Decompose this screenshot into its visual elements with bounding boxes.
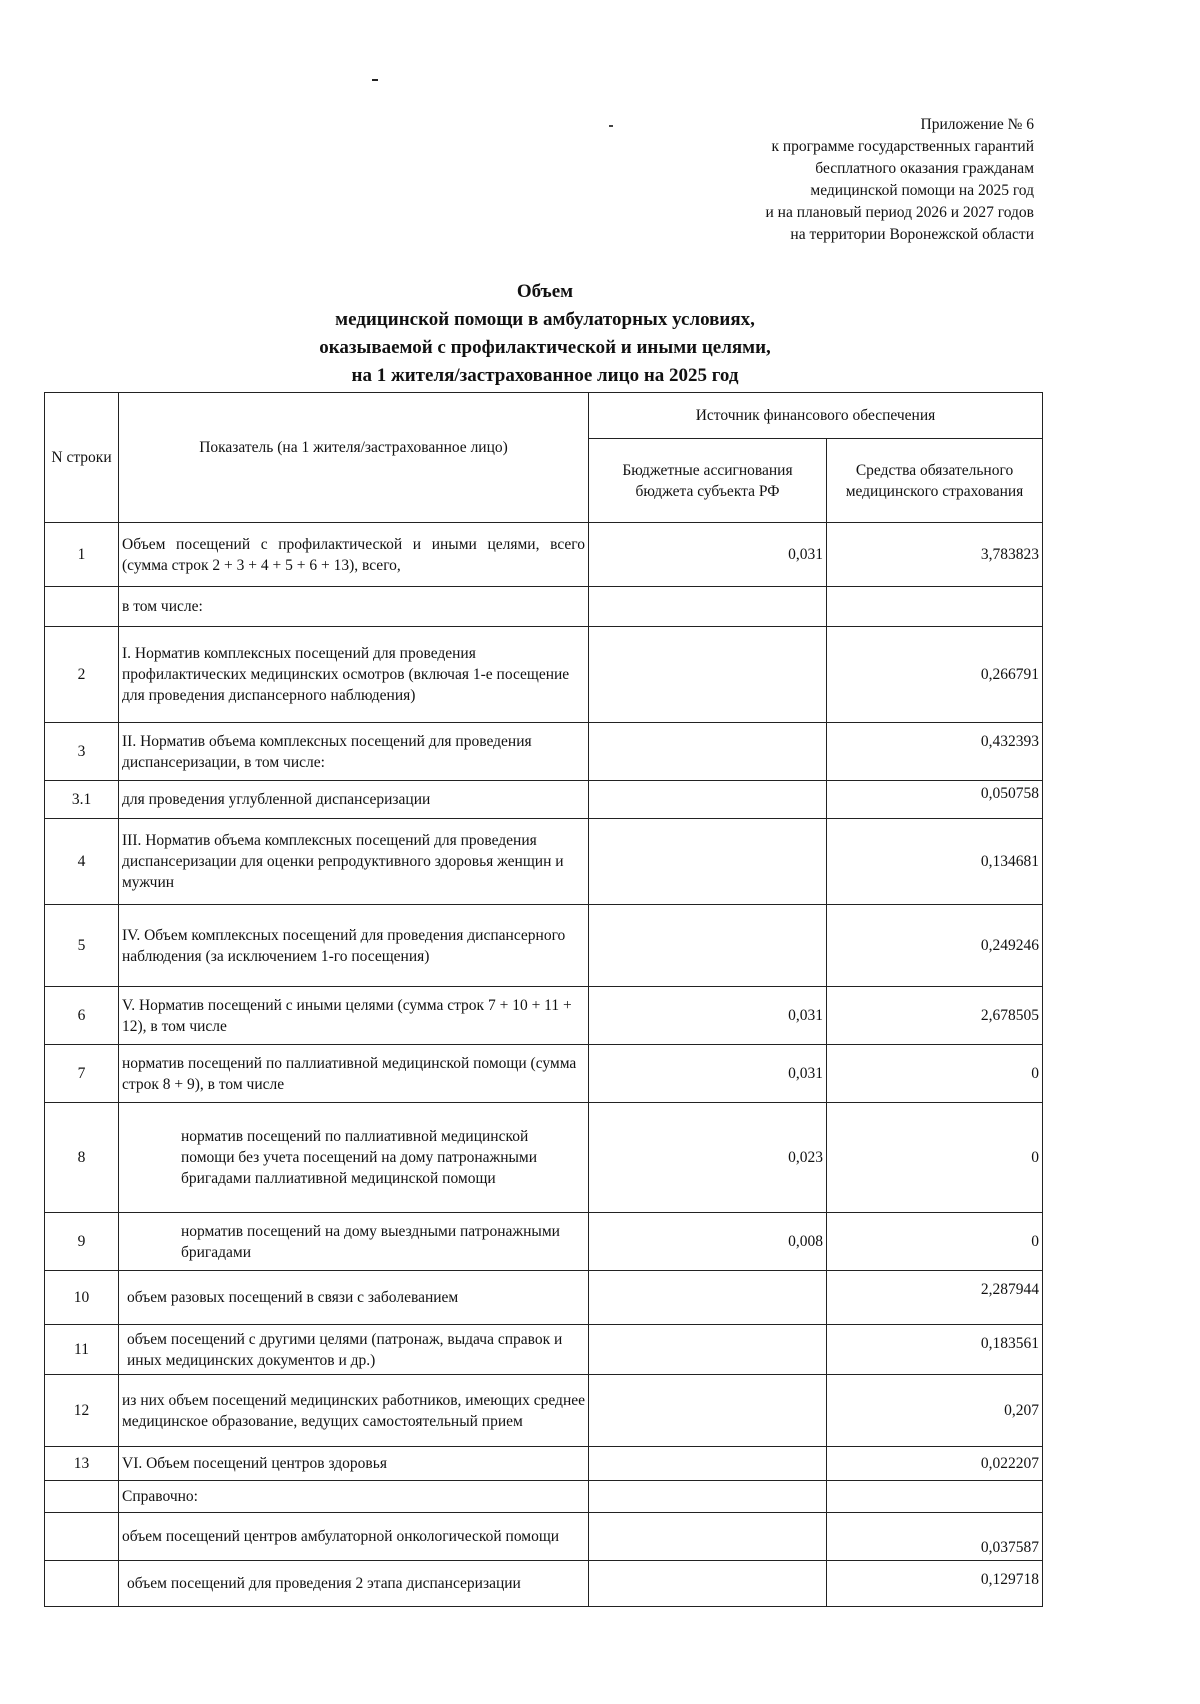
row-indicator: VI. Объем посещений центров здоровья: [119, 1447, 589, 1481]
header-funding-source: Источник финансового обеспечения: [589, 393, 1043, 439]
table-row: [45, 1481, 1043, 1513]
row-number: 8: [45, 1103, 119, 1213]
row-budget-value: [589, 1271, 827, 1325]
row-number: 6: [45, 987, 119, 1045]
table-row: [45, 627, 1043, 723]
row-budget-value: [589, 781, 827, 819]
row-oms-value: 0,266791: [827, 627, 1043, 723]
row-oms-value: [827, 587, 1043, 627]
row-oms-value: 0,037587: [827, 1513, 1043, 1561]
row-number: [45, 1513, 119, 1561]
row-number: 12: [45, 1375, 119, 1447]
row-number: 11: [45, 1325, 119, 1375]
row-indicator: норматив посещений по паллиативной медицинской помощи без учета посещений на дому патронажными бригадами паллиативной медицинской помощи: [119, 1103, 589, 1213]
row-indicator: Объем посещений с профилактической и иными целями, всего (сумма строк 2 + 3 + 4 + 5 + 6 + 13), всего,: [119, 523, 589, 587]
table-row: [45, 905, 1043, 987]
row-number: 3: [45, 723, 119, 781]
row-indicator: объем посещений центров амбулаторной онкологической помощи: [119, 1513, 589, 1561]
table-row: [45, 987, 1043, 1045]
row-budget-value: [589, 819, 827, 905]
document-title: [45, 278, 1045, 390]
row-number: 2: [45, 627, 119, 723]
row-budget-value: [589, 1325, 827, 1375]
row-oms-value: [827, 1481, 1043, 1513]
row-number: 3.1: [45, 781, 119, 819]
row-indicator: объем разовых посещений в связи с заболеванием: [119, 1271, 589, 1325]
row-oms-value: 0,249246: [827, 905, 1043, 987]
row-oms-value: 0,129718: [827, 1561, 1043, 1607]
row-budget-value: [589, 905, 827, 987]
row-indicator: I. Норматив комплексных посещений для проведения профилактических медицинских осмотров (включая 1-е посещение для проведения диспансерного наблюдения): [119, 627, 589, 723]
row-number: 7: [45, 1045, 119, 1103]
row-indicator: норматив посещений на дому выездными патронажными бригадами: [119, 1213, 589, 1271]
row-budget-value: 0,031: [589, 523, 827, 587]
row-budget-value: [589, 627, 827, 723]
row-indicator: II. Норматив объема комплексных посещений для проведения диспансеризации, в том числе:: [119, 723, 589, 781]
appendix-line: бесплатного оказания гражданам: [815, 160, 1034, 177]
row-indicator: III. Норматив объема комплексных посещений для проведения диспансеризации для оценки репродуктивного здоровья женщин и мужчин: [119, 819, 589, 905]
appendix-line: к программе государственных гарантий: [771, 138, 1034, 155]
row-oms-value: 0: [827, 1045, 1043, 1103]
row-number: [45, 1561, 119, 1607]
title-line: медицинской помощи в амбулаторных условиях,: [335, 309, 755, 330]
appendix-line: на территории Воронежской области: [790, 226, 1034, 243]
row-indicator: для проведения углубленной диспансеризации: [119, 781, 589, 819]
row-budget-value: 0,031: [589, 987, 827, 1045]
table-row: [45, 1513, 1043, 1561]
table-row: [45, 1561, 1043, 1607]
scan-mark: [372, 79, 378, 81]
table-row: [45, 1375, 1043, 1447]
title-line: на 1 жителя/застрахованное лицо на 2025 год: [351, 365, 739, 386]
table-row: [45, 781, 1043, 819]
scan-mark: [609, 125, 613, 127]
row-oms-value: 2,287944: [827, 1271, 1043, 1325]
row-budget-value: 0,023: [589, 1103, 827, 1213]
appendix-line: Приложение № 6: [920, 116, 1034, 133]
table-row: [45, 1325, 1043, 1375]
row-number: [45, 1481, 119, 1513]
row-oms-value: 0,183561: [827, 1325, 1043, 1375]
row-indicator: из них объем посещений медицинских работников, имеющих среднее медицинское образование, ведущих самостоятельный прием: [119, 1375, 589, 1447]
table-row: [45, 819, 1043, 905]
table-row: [45, 1271, 1043, 1325]
title-line: Объем: [516, 281, 574, 302]
row-budget-value: [589, 1375, 827, 1447]
row-budget-value: [589, 1481, 827, 1513]
row-budget-value: [589, 723, 827, 781]
row-budget-value: 0,031: [589, 1045, 827, 1103]
table-row: [45, 587, 1043, 627]
row-oms-value: 0: [827, 1103, 1043, 1213]
row-budget-value: [589, 1447, 827, 1481]
table-row: [45, 1213, 1043, 1271]
row-indicator: в том числе:: [119, 587, 589, 627]
appendix-line: медицинской помощи на 2025 год: [810, 182, 1034, 199]
table-row: [45, 1103, 1043, 1213]
row-oms-value: 0,050758: [827, 781, 1043, 819]
row-number: 1: [45, 523, 119, 587]
row-indicator: объем посещений с другими целями (патронаж, выдача справок и иных медицинских документов и др.): [119, 1325, 589, 1375]
table-row: [45, 1045, 1043, 1103]
row-oms-value: 0,022207: [827, 1447, 1043, 1481]
header-indicator: Показатель (на 1 жителя/застрахованное лицо): [119, 393, 589, 523]
row-indicator: объем посещений для проведения 2 этапа диспансеризации: [119, 1561, 589, 1607]
row-oms-value: 0,207: [827, 1375, 1043, 1447]
row-budget-value: [589, 1561, 827, 1607]
row-indicator: Справочно:: [119, 1481, 589, 1513]
row-number: 9: [45, 1213, 119, 1271]
row-indicator: V. Норматив посещений с иными целями (сумма строк 7 + 10 + 11 + 12), в том числе: [119, 987, 589, 1045]
row-oms-value: 0: [827, 1213, 1043, 1271]
appendix-note: [765, 114, 1034, 246]
row-number: 5: [45, 905, 119, 987]
header-row-number: N строки: [45, 393, 119, 523]
table-row: [45, 723, 1043, 781]
appendix-line: и на плановый период 2026 и 2027 годов: [765, 204, 1034, 221]
row-budget-value: 0,008: [589, 1213, 827, 1271]
row-oms-value: 0,432393: [827, 723, 1043, 781]
row-number: 4: [45, 819, 119, 905]
table-row: [45, 523, 1043, 587]
header-budget: Бюджетные ассигнования бюджета субъекта РФ: [589, 439, 827, 523]
row-oms-value: 2,678505: [827, 987, 1043, 1045]
row-indicator: норматив посещений по паллиативной медицинской помощи (сумма строк 8 + 9), в том числе: [119, 1045, 589, 1103]
table-row: [45, 1447, 1043, 1481]
row-budget-value: [589, 587, 827, 627]
row-oms-value: 3,783823: [827, 523, 1043, 587]
row-budget-value: [589, 1513, 827, 1561]
row-oms-value: 0,134681: [827, 819, 1043, 905]
row-indicator: IV. Объем комплексных посещений для проведения диспансерного наблюдения (за исключением 1-го посещения): [119, 905, 589, 987]
row-number: [45, 587, 119, 627]
volume-table: [44, 392, 1043, 1607]
title-line: оказываемой с профилактической и иными целями,: [319, 337, 771, 358]
row-number: 13: [45, 1447, 119, 1481]
row-number: 10: [45, 1271, 119, 1325]
header-oms: Средства обязательного медицинского страхования: [827, 439, 1043, 523]
